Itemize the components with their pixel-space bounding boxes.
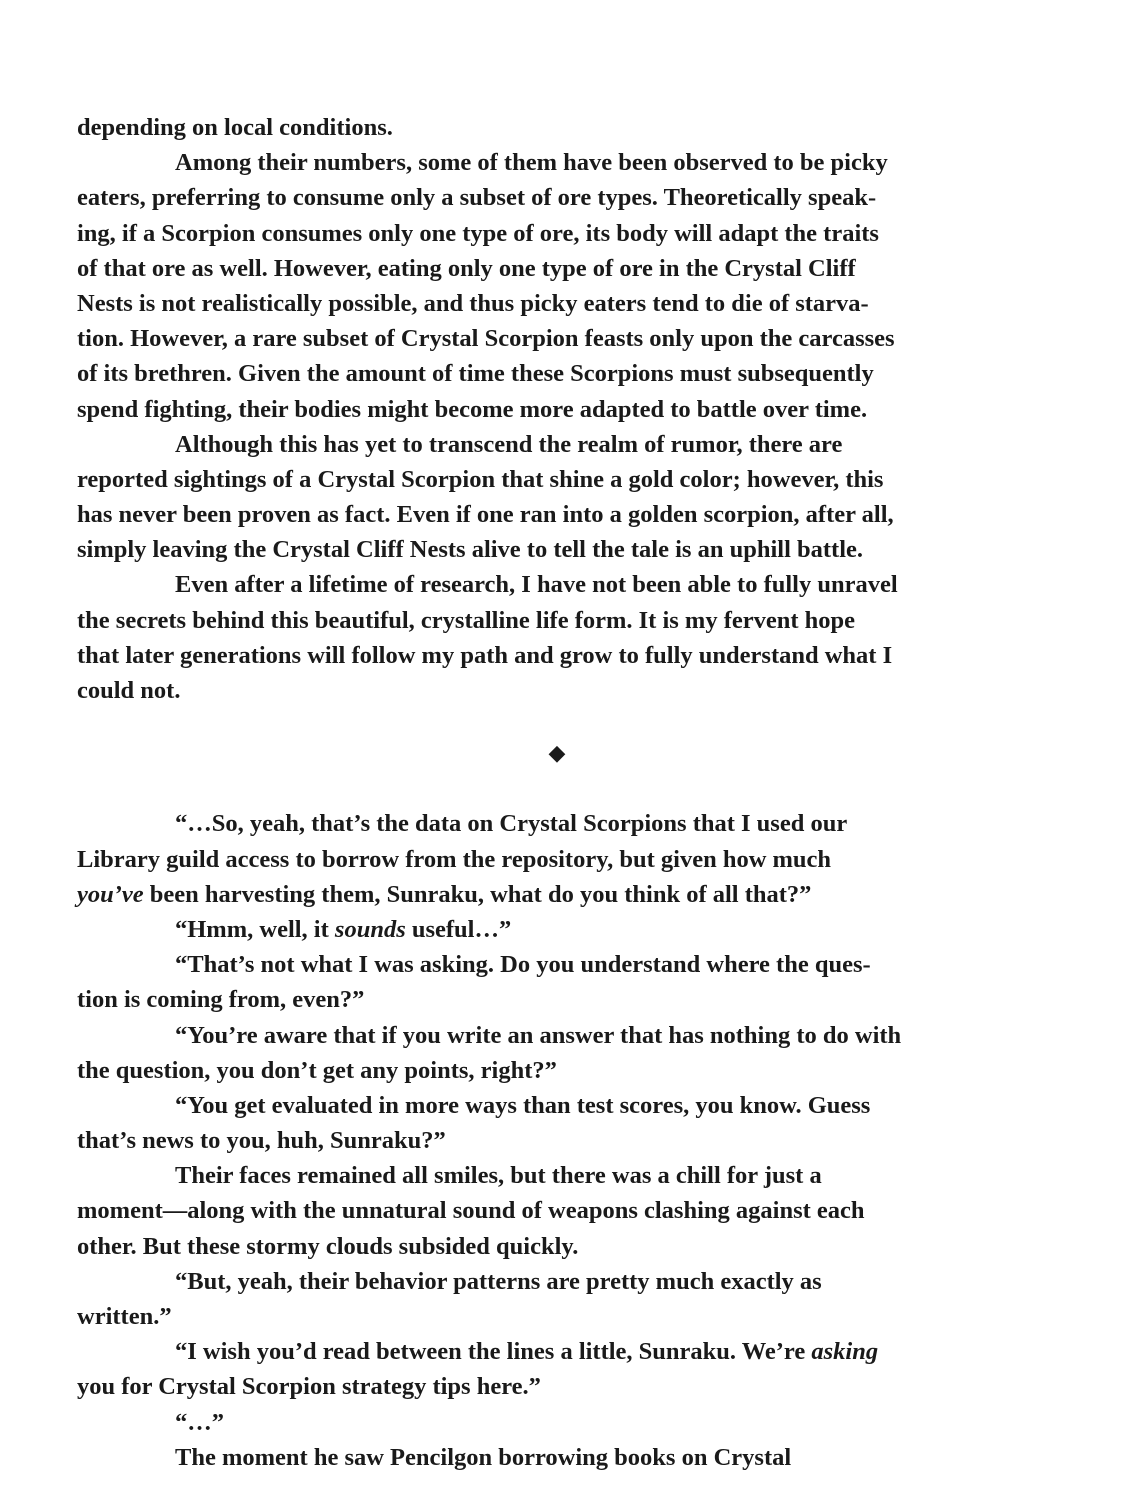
- text-line: could not.: [77, 677, 181, 704]
- text-run: “I wish you’d read between the lines a little, Sunraku. We’re: [175, 1338, 812, 1366]
- text-line: that later generations will follow my path and grow to fully understand what I: [77, 641, 893, 669]
- emphasis: sounds: [334, 915, 406, 943]
- text-line: ing, if a Scorpion consumes only one type of ore, its body will adapt the traits: [77, 219, 879, 247]
- text-line: Although this has yet to transcend the realm of rumor, there are: [175, 430, 843, 458]
- text-line: other. But these stormy clouds subsided quickly.: [77, 1232, 579, 1260]
- text-line: of its brethren. Given the amount of time these Scorpions must subsequently: [77, 360, 874, 388]
- text-line: [77, 912, 987, 947]
- text-line: the secrets behind this beautiful, crystalline life form. It is my fervent hope: [77, 606, 856, 634]
- text-line: eaters, preferring to consume only a subset of ore types. Theoretically speak-: [77, 184, 877, 212]
- text-line: you for Crystal Scorpion strategy tips here.”: [77, 1373, 541, 1401]
- text-line: simply leaving the Crystal Cliff Nests alive to tell the tale is an uphill battle.: [77, 536, 863, 564]
- section-separator-diamond-icon: ◆: [548, 740, 566, 766]
- text-line: tion is coming from, even?”: [77, 986, 365, 1014]
- text-line: Nests is not realistically possible, and thus picky eaters tend to die of starva-: [77, 289, 869, 317]
- text-line: has never been proven as fact. Even if one ran into a golden scorpion, after all,: [77, 501, 894, 529]
- page-body: [77, 110, 987, 1475]
- text-line: that’s news to you, huh, Sunraku?”: [77, 1127, 446, 1155]
- text-line: written.”: [77, 1303, 172, 1330]
- text-line: [77, 877, 987, 912]
- text-line: “You get evaluated in more ways than test scores, you know. Guess: [175, 1091, 871, 1119]
- text-line: tion. However, a rare subset of Crystal Scorpion feasts only upon the carcasses: [77, 325, 895, 353]
- text-line: Library guild access to borrow from the repository, but given how much: [77, 845, 832, 873]
- text-line: spend fighting, their bodies might become more adapted to battle over time.: [77, 395, 868, 423]
- text-line: “…So, yeah, that’s the data on Crystal Scorpions that I used our: [175, 810, 848, 838]
- text-line: the question, you don’t get any points, right?”: [77, 1056, 557, 1084]
- text-run: been harvesting them, Sunraku, what do you think of all that?”: [143, 880, 812, 908]
- text-line: Their faces remained all smiles, but there was a chill for just a: [175, 1162, 822, 1190]
- text-line: moment—along with the unnatural sound of weapons clashing against each: [77, 1197, 865, 1225]
- text-line: Even after a lifetime of research, I have not been able to fully unravel: [175, 571, 898, 599]
- text-line: “You’re aware that if you write an answer that has nothing to do with: [175, 1021, 902, 1049]
- text-line: “That’s not what I was asking. Do you understand where the ques-: [175, 951, 871, 979]
- text-run: “Hmm, well, it: [175, 915, 335, 943]
- text-line: The moment he saw Pencilgon borrowing books on Crystal: [175, 1443, 792, 1471]
- text-line: [77, 1334, 987, 1369]
- text-line: Among their numbers, some of them have been observed to be picky: [175, 149, 888, 177]
- emphasis: you’ve: [77, 880, 144, 908]
- emphasis: asking: [811, 1338, 879, 1366]
- text-line: depending on local conditions.: [77, 114, 393, 141]
- text-line: reported sightings of a Crystal Scorpion that shine a gold color; however, this: [77, 465, 884, 493]
- text-line: “…”: [175, 1408, 224, 1436]
- text-run: useful…”: [405, 915, 512, 943]
- text-line: “But, yeah, their behavior patterns are pretty much exactly as: [175, 1267, 822, 1295]
- text-line: of that ore as well. However, eating only one type of ore in the Crystal Cliff: [77, 254, 856, 282]
